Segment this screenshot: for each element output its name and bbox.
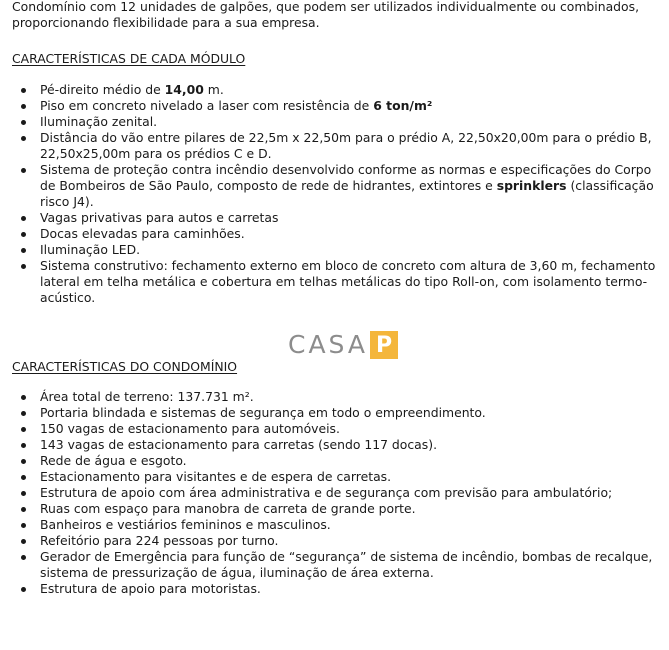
list-item: Área total de terreno: 137.731 m². — [12, 389, 657, 405]
list-item: Distância do vão entre pilares de 22,5m x 22,50m para o prédio A, 22,50x20,00m para o prédio B, 22,50x25,00m para os prédios C e D. — [12, 130, 657, 162]
condominio-feature-list — [12, 389, 657, 597]
list-item: Rede de água e esgoto. — [12, 453, 657, 469]
list-item: 150 vagas de estacionamento para automóveis. — [12, 421, 657, 437]
list-item: Iluminação zenital. — [12, 114, 657, 130]
list-item: Iluminação LED. — [12, 242, 657, 258]
list-item: 143 vagas de estacionamento para carretas (sendo 117 docas). — [12, 437, 657, 453]
list-item: Banheiros e vestiários femininos e masculinos. — [12, 517, 657, 533]
list-item: Sistema construtivo: fechamento externo em bloco de concreto com altura de 3,60 m, fechamento lateral em telha metálica e cobertura em telhas metálicas do tipo Roll-on, com isolamento termo-acústico. — [12, 258, 657, 306]
list-item: Gerador de Emergência para função de “segurança” de sistema de incêndio, bombas de recalque, sistema de pressurização de água, iluminação de área externa. — [12, 549, 657, 581]
section-heading-modulo: CARACTERÍSTICAS DE CADA MÓDULO — [12, 51, 246, 66]
logo-mark-icon: P — [370, 331, 398, 359]
list-item: Sistema de proteção contra incêndio desenvolvido conforme as normas e especificações do Corpo de Bombeiros de São Paulo, composto de rede de hidrantes, extintores e sprinklers (classificação risco J4). — [12, 162, 657, 210]
list-item: Piso em concreto nivelado a laser com resistência de 6 ton/m² — [12, 98, 657, 114]
list-item: Estrutura de apoio para motoristas. — [12, 581, 657, 597]
logo-wordmark: CASA — [288, 330, 368, 359]
list-item: Docas elevadas para caminhões. — [12, 226, 657, 242]
list-item: Pé-direito médio de 14,00 m. — [12, 82, 657, 98]
list-item: Estrutura de apoio com área administrativa e de segurança com previsão para ambulatório; — [12, 485, 657, 501]
list-item: Estacionamento para visitantes e de espera de carretas. — [12, 469, 657, 485]
intro-paragraph: Condomínio com 12 unidades de galpões, que podem ser utilizados individualmente ou combinados, proporcionando flexibilidade para a sua empresa. — [12, 0, 640, 30]
list-item: Ruas com espaço para manobra de carreta de grande porte. — [12, 501, 657, 517]
list-item: Vagas privativas para autos e carretas — [12, 210, 657, 226]
list-item: Portaria blindada e sistemas de segurança em todo o empreendimento. — [12, 405, 657, 421]
section-heading-condominio: CARACTERÍSTICAS DO CONDOMÍNIO — [12, 359, 238, 374]
casap-logo — [288, 330, 398, 360]
modulo-feature-list — [12, 82, 657, 306]
list-item: Refeitório para 224 pessoas por turno. — [12, 533, 657, 549]
